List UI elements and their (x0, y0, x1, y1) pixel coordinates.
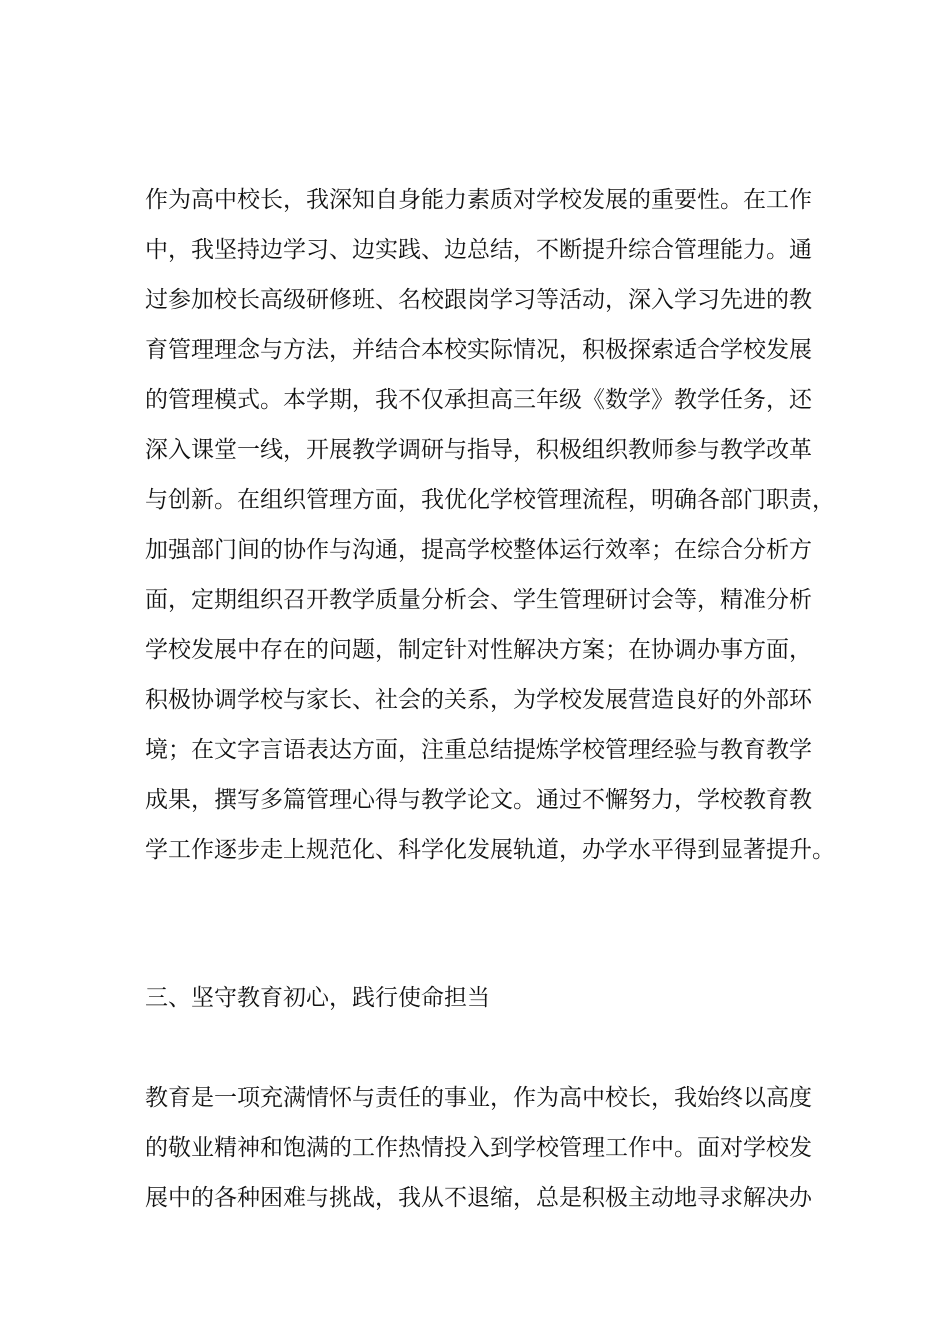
paragraph-2-line: 展中的各种困难与挑战，我从不退缩，总是积极主动地寻求解决办 (145, 1185, 812, 1211)
paragraph-1-line: 作为高中校长，我深知自身能力素质对学校发展的重要性。在工作 (145, 187, 812, 213)
paragraph-2-line: 的敬业精神和饱满的工作热情投入到学校管理工作中。面对学校发 (145, 1135, 812, 1161)
paragraph-2-line: 教育是一项充满情怀与责任的事业，作为高中校长，我始终以高度 (145, 1085, 812, 1111)
paragraph-1-line: 学工作逐步走上规范化、科学化发展轨道，办学水平得到显著提升。 (145, 837, 835, 863)
paragraph-1-line: 成果，撰写多篇管理心得与教学论文。通过不懈努力，学校教育教 (145, 787, 812, 813)
paragraph-1-line: 育管理理念与方法，并结合本校实际情况，积极探索适合学校发展 (145, 337, 812, 363)
paragraph-1-line: 与创新。在组织管理方面，我优化学校管理流程，明确各部门职责， (145, 487, 835, 513)
paragraph-1-line: 面，定期组织召开教学质量分析会、学生管理研讨会等，精准分析 (145, 587, 812, 613)
section-heading: 三、坚守教育初心，践行使命担当 (145, 985, 490, 1011)
paragraph-1-line: 深入课堂一线，开展教学调研与指导，积极组织教师参与教学改革 (145, 437, 812, 463)
paragraph-1-line: 学校发展中存在的问题，制定针对性解决方案；在协调办事方面， (145, 637, 812, 663)
paragraph-1-line: 积极协调学校与家长、社会的关系，为学校发展营造良好的外部环 (145, 687, 812, 713)
paragraph-1-line: 境；在文字言语表达方面，注重总结提炼学校管理经验与教育教学 (145, 737, 812, 763)
paragraph-1-line: 加强部门间的协作与沟通，提高学校整体运行效率；在综合分析方 (145, 537, 812, 563)
paragraph-1-line: 过参加校长高级研修班、名校跟岗学习等活动，深入学习先进的教 (145, 287, 812, 313)
paragraph-1-line: 的管理模式。本学期，我不仅承担高三年级《数学》教学任务，还 (145, 387, 812, 413)
paragraph-1-line: 中，我坚持边学习、边实践、边总结，不断提升综合管理能力。通 (145, 237, 812, 263)
